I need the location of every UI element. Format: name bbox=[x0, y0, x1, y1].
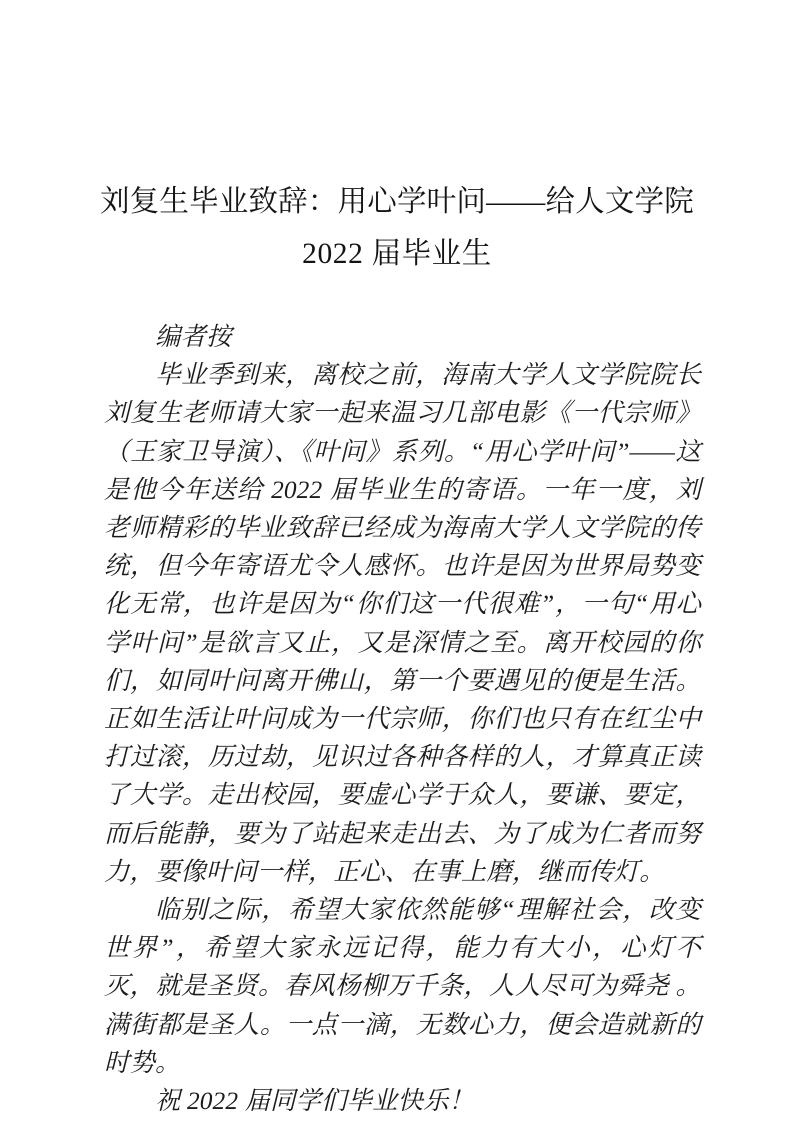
document-body bbox=[104, 318, 701, 1120]
editor-note-label: 编者按 bbox=[155, 323, 232, 351]
body-paragraph-2: 临别之际，希望大家依然能够“理解社会，改变世界”，希望大家永远记得，能力有大小，心灯不灭，就是圣贤。春风杨柳万千条，人人尽可为舜尧 。满街都是圣人。一点一滴，无数心力，便会造就新的时势。 bbox=[104, 896, 701, 1077]
body-paragraph-1: 毕业季到来，离校之前，海南大学人文学院院长刘复生老师请大家一起来温习几部电影《一代宗师》（王家卫导演）、《叶问》系列。“用心学叶问”——这是他今年送给 2022 届毕业生的寄语。一年一度，刘老师精彩的毕业致辞已经成为海南大学人文学院的传统，但今年寄语尤令人感怀。也许是因为世界局势变化无常，也许是因为“你们这一代很难”，一句“用心学叶问”是欲言又止，又是深情之至。离开校园的你们，如同叶问离开佛山，第一个要遇见的便是生活。正如生活让叶问成为一代宗师，你们也只有在红尘中打过滚，历过劫，见识过各种各样的人，才算真正读了大学。走出校园，要虚心学于众人，要谦、要定，而后能静，要为了站起来走出去、为了成为仁者而努力，要像叶问一样，正心、在事上磨，继而传灯。 bbox=[104, 361, 701, 886]
page-title-line-2: 2022 届毕业生 bbox=[302, 238, 492, 270]
page-title-line-1: 刘复生毕业致辞：用心学叶问——给人文学院 bbox=[99, 186, 694, 218]
page-title bbox=[88, 176, 706, 280]
closing-line: 祝 2022 届同学们毕业快乐！ bbox=[155, 1087, 474, 1116]
